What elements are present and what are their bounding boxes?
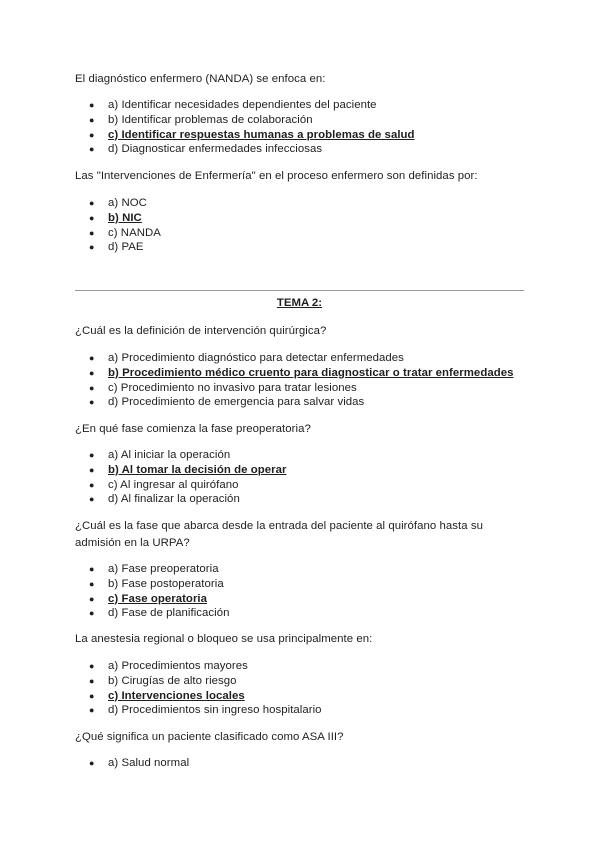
option-label: d) Procedimientos sin ingreso hospitalario xyxy=(108,704,322,717)
option-item-correct xyxy=(75,463,286,478)
option-label: a) Fase preoperatoria xyxy=(108,563,219,575)
bullet-icon: ● xyxy=(89,212,95,223)
option-item xyxy=(75,226,161,241)
bullet-icon: ● xyxy=(89,661,95,671)
option-item-correct xyxy=(75,128,415,143)
option-label: d) Al finalizar la operación xyxy=(108,493,240,506)
bullet-icon: ● xyxy=(89,675,95,686)
option-item xyxy=(75,142,415,157)
option-list xyxy=(75,98,415,157)
question-text: ¿En qué fase comienza la fase preoperatoria? xyxy=(75,423,311,435)
option-label: a) Identificar necesidades dependientes del paciente xyxy=(108,99,377,111)
option-label: b) Cirugías de alto riesgo xyxy=(108,674,237,687)
bullet-icon: ● xyxy=(89,242,95,253)
option-item xyxy=(75,577,230,592)
option-label: a) Al iniciar la operación xyxy=(108,449,231,461)
option-list xyxy=(75,659,322,718)
option-item-correct xyxy=(75,211,161,226)
option-label: d) PAE xyxy=(108,241,144,254)
option-item xyxy=(75,196,161,211)
bullet-icon: ● xyxy=(89,114,95,125)
option-label: c) Identificar respuestas humanas a problemas de salud xyxy=(108,128,415,141)
option-item xyxy=(75,674,322,689)
option-item xyxy=(75,478,286,493)
bullet-icon: ● xyxy=(89,129,95,140)
option-label: b) Fase postoperatoria xyxy=(108,577,224,590)
option-item xyxy=(75,240,161,255)
bullet-icon: ● xyxy=(89,578,95,589)
option-item xyxy=(75,756,189,771)
bullet-icon: ● xyxy=(89,705,95,716)
bullet-icon: ● xyxy=(89,100,95,110)
section-title: TEMA 2: xyxy=(276,297,323,309)
option-label: b) Procedimiento médico cruento para diagnosticar o tratar enfermedades xyxy=(108,366,514,379)
option-label: b) NIC xyxy=(108,211,142,224)
option-item xyxy=(75,395,514,410)
question-text: ¿Qué significa un paciente clasificado como ASA III? xyxy=(75,731,344,743)
bullet-icon: ● xyxy=(89,227,95,238)
option-label: a) Procedimientos mayores xyxy=(108,660,248,672)
option-label: a) Salud normal xyxy=(108,757,190,769)
option-item xyxy=(75,606,230,621)
option-list xyxy=(75,756,189,771)
option-item-correct xyxy=(75,592,230,607)
option-list xyxy=(75,351,514,410)
option-list xyxy=(75,562,230,621)
option-item-correct xyxy=(75,366,514,381)
question-text: El diagnóstico enfermero (NANDA) se enfoca en: xyxy=(75,73,326,85)
question-text: ¿Cuál es la fase que abarca desde la entrada del paciente al quirófano hasta su admisión en la URPA? xyxy=(75,520,483,549)
option-label: c) Intervenciones locales xyxy=(108,689,245,702)
bullet-icon: ● xyxy=(89,593,95,604)
option-item xyxy=(75,113,415,128)
option-label: d) Diagnosticar enfermedades infecciosas xyxy=(108,143,323,156)
horizontal-divider xyxy=(75,290,524,291)
bullet-icon: ● xyxy=(89,608,95,619)
option-label: d) Fase de planificación xyxy=(108,607,230,620)
bullet-icon: ● xyxy=(89,198,95,208)
option-label: c) Procedimiento no invasivo para tratar lesiones xyxy=(108,381,357,394)
option-item xyxy=(75,562,230,577)
option-label: a) Procedimiento diagnóstico para detectar enfermedades xyxy=(108,352,404,364)
question-text: La anestesia regional o bloqueo se usa principalmente en: xyxy=(75,633,373,645)
option-label: c) Al ingresar al quirófano xyxy=(108,478,239,491)
bullet-icon: ● xyxy=(89,353,95,363)
bullet-icon: ● xyxy=(89,758,95,768)
option-item-correct xyxy=(75,689,322,704)
option-item xyxy=(75,381,514,396)
option-label: a) NOC xyxy=(108,197,147,209)
option-label: b) Identificar problemas de colaboración xyxy=(108,113,313,126)
bullet-icon: ● xyxy=(89,450,95,460)
option-list xyxy=(75,196,161,255)
option-label: b) Al tomar la decisión de operar xyxy=(108,463,287,476)
option-label: d) Procedimiento de emergencia para salvar vidas xyxy=(108,396,365,409)
bullet-icon: ● xyxy=(89,464,95,475)
question-text: ¿Cuál es la definición de intervención quirúrgica? xyxy=(75,325,327,337)
question-text: Las "Intervenciones de Enfermería" en el proceso enfermero son definidas por: xyxy=(75,170,478,182)
option-item xyxy=(75,659,322,674)
bullet-icon: ● xyxy=(89,382,95,393)
option-list xyxy=(75,448,286,507)
bullet-icon: ● xyxy=(89,494,95,505)
bullet-icon: ● xyxy=(89,564,95,574)
bullet-icon: ● xyxy=(89,479,95,490)
bullet-icon: ● xyxy=(89,690,95,701)
option-item xyxy=(75,98,415,113)
option-label: c) NANDA xyxy=(108,226,161,239)
bullet-icon: ● xyxy=(89,144,95,155)
bullet-icon: ● xyxy=(89,367,95,378)
option-item xyxy=(75,492,286,507)
option-label: c) Fase operatoria xyxy=(108,592,208,605)
option-item xyxy=(75,448,286,463)
bullet-icon: ● xyxy=(89,397,95,408)
option-item xyxy=(75,703,322,718)
option-item xyxy=(75,351,514,366)
